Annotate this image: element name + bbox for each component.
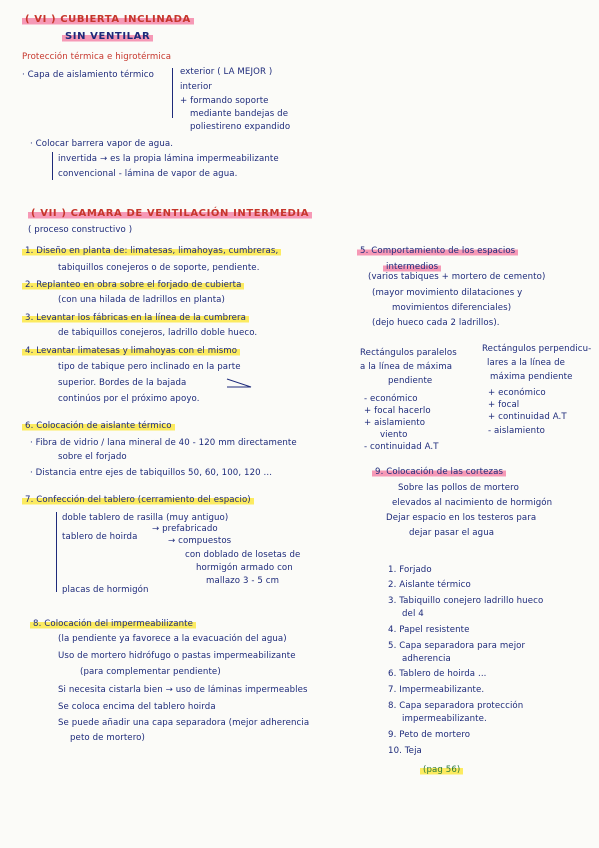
right-s9-line: Dejar espacio en los testeros para [386,513,537,523]
right-s5-line: movimientos diferenciales) [392,303,512,313]
step-8-line: Se puede añadir una capa separadora (mejor adherencia [58,718,310,728]
step-3-cont: de tabiquillos conejeros, ladrillo doble hueco. [58,328,258,338]
slope-sketch-icon [225,376,255,390]
step-8-line: peto de mortero) [70,733,145,743]
col-b: máxima pendiente [490,372,573,382]
step-4-cont: tipo de tabique pero inclinado en la parte [58,362,241,372]
layer-item: adherencia [402,654,451,664]
step-4: 4. Levantar limatesas y limahoyas con el mismo [22,346,240,357]
right-s5-line: (dejo hueco cada 2 ladrillos). [372,318,500,328]
step-7-line: mallazo 3 - 5 cm [206,576,280,586]
step-1: 1. Diseño en planta de: limatesas, limahoyas, cumbreras, [22,246,281,257]
col-b: + focal [488,400,520,410]
layer-item: 3. Tabiquillo conejero ladrillo hueco [388,596,544,606]
right-s9-line: dejar pasar el agua [409,528,495,538]
step-1-cont: tabiquillos conejeros o de soporte, pendiente. [58,263,260,273]
col-a: Rectángulos paralelos [360,348,457,358]
step-7-line: tablero de hoirda [62,532,138,542]
col-a: - económico [364,394,418,404]
step-6-line: · Distancia entre ejes de tabiquillos 50, 60, 100, 120 ... [30,468,273,478]
step-7-line: con doblado de losetas de [185,550,301,560]
capa-opt: exterior ( LA MEJOR ) [180,67,273,77]
section-vi-title: ( VI ) CUBIERTA INCLINADA [22,14,194,25]
step-2-cont: (con una hilada de ladrillos en planta) [58,295,226,305]
brace-line [56,512,57,592]
layer-item: 8. Capa separadora protección [388,701,524,711]
right-s5-line: (varios tabiques + mortero de cemento) [368,272,546,282]
section-vii-sub: ( proceso constructivo ) [28,225,133,235]
barrera-label: · Colocar barrera vapor de agua. [30,139,174,149]
capa-label: · Capa de aislamiento térmico [22,70,154,80]
layer-item: 7. Impermeabilizante. [388,685,485,695]
protection-text: Protección térmica e higrotérmica [22,52,172,62]
col-b: lares a la línea de [487,358,566,368]
step-2: 2. Replanteo en obra sobre el forjado de cubierta [22,280,244,291]
step-8: 8. Colocación del impermeabilizante [30,619,196,630]
step-3: 3. Levantar los fábricas en la línea de la cumbrera [22,313,249,324]
capa-opt: interior [180,82,213,92]
step-8-line: Uso de mortero hidrófugo o pastas impermeabilizante [58,651,296,661]
step-4-cont: superior. Bordes de la bajada [58,378,187,388]
layer-item: 1. Forjado [388,565,432,575]
col-b: + continuidad A.T [488,412,567,422]
col-a: + aislamiento [364,418,426,428]
step-7-line: hormigón armado con [196,563,293,573]
col-a: - continuidad A.T [364,442,439,452]
step-6-line: · Fibra de vidrio / lana mineral de 40 - 120 mm directamente [30,438,297,448]
step-8-line: (la pendiente ya favorece a la evacuación del agua) [58,634,287,644]
capa-opt: poliestireno expandido [190,122,291,132]
layer-item: 5. Capa separadora para mejor [388,641,526,651]
layer-item: 4. Papel resistente [388,625,470,635]
col-a: pendiente [388,376,433,386]
step-4-cont: continúos por el próximo apoyo. [58,394,200,404]
layer-item: 10. Teja [388,746,422,756]
col-a: a la línea de máxima [360,362,453,372]
step-8-line: Se coloca encima del tablero hoirda [58,702,216,712]
step-7: 7. Confección del tablero (cerramiento del espacio) [22,495,254,506]
col-b: - aislamiento [488,426,546,436]
step-7-line: → prefabricado [152,524,218,534]
layer-item: impermeabilizante. [402,714,487,724]
step-6-line: sobre el forjado [58,452,127,462]
right-s5-title-cont: intermedios [383,262,441,273]
col-a: viento [380,430,408,440]
section-vii-title: ( VII ) CAMARA DE VENTILACIÓN INTERMEDIA [28,208,312,219]
col-b: + económico [488,388,546,398]
col-a: + focal hacerlo [364,406,431,416]
right-s9-line: elevados al nacimiento de hormigón [392,498,553,508]
step-8-line: (para complementar pendiente) [80,667,221,677]
step-8-line: Si necesita cistarla bien → uso de láminas impermeables [58,685,308,695]
right-s9-title: 9. Colocación de las cortezas [372,467,506,478]
step-7-line: → compuestos [168,536,232,546]
layer-item: 6. Tablero de hoirda ... [388,669,487,679]
right-s5-title: 5. Comportamiento de los espacios [357,246,518,257]
layer-item: 9. Peto de mortero [388,730,471,740]
capa-opt: mediante bandejas de [190,109,289,119]
right-s5-line: (mayor movimiento dilataciones y [372,288,523,298]
barrera-opt: convencional - lámina de vapor de agua. [58,169,238,179]
section-vi-subtitle: SIN VENTILAR [62,31,153,42]
barrera-opt: invertida → es la propia lámina impermeabilizante [58,154,279,164]
brace-line [52,152,53,180]
step-7-line: placas de hormigón [62,585,149,595]
capa-opt: + formando soporte [180,96,269,106]
brace-line [172,68,173,118]
step-6: 6. Colocación de aislante térmico [22,421,175,432]
layer-item: 2. Aislante térmico [388,580,471,590]
layer-item: del 4 [402,609,424,619]
page-reference: (pag 56) [420,765,463,776]
col-b: Rectángulos perpendicu- [482,344,592,354]
right-s9-line: Sobre las pollos de mortero [398,483,519,493]
step-7-line: doble tablero de rasilla (muy antiguo) [62,513,229,523]
